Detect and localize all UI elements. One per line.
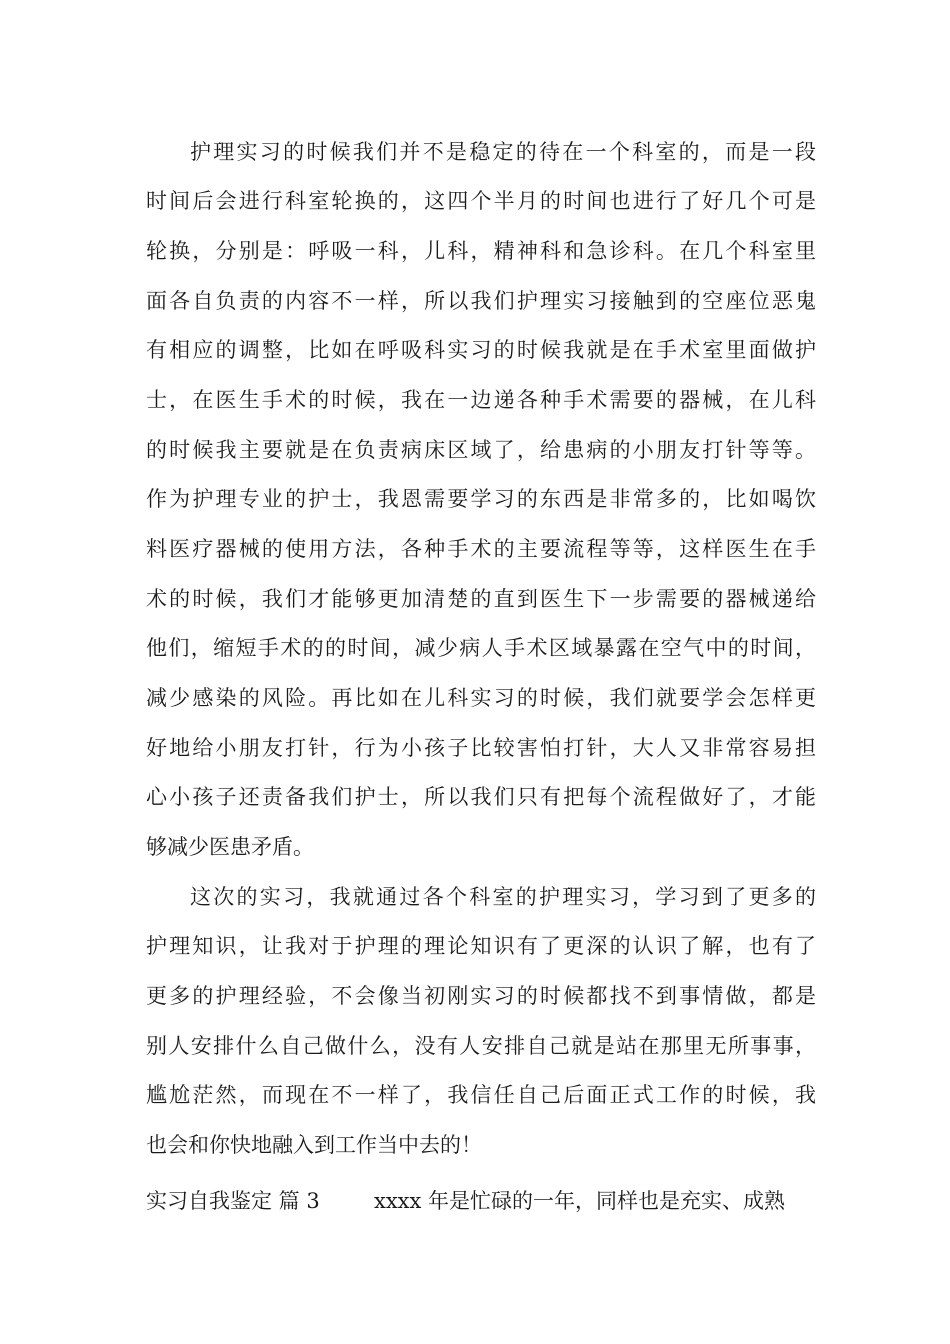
paragraph-1-line-10: 术的时候，我们才能够更加清楚的直到医生下一步需要的器械递给 [146, 587, 816, 611]
paragraph-1-line-8: 作为护理专业的护士，我恩需要学习的东西是非常多的，比如喝饮 [146, 487, 816, 511]
paragraph-1-line-15: 够减少医患矛盾。 [146, 835, 314, 859]
paragraph-1-line-14: 心小孩子还责备我们护士，所以我们只有把每个流程做好了，才能 [146, 785, 816, 809]
paragraph-1-line-6: 士，在医生手术的时候，我在一边递各种手术需要的器械，在儿科 [146, 388, 816, 412]
paragraph-1-line-11: 他们，缩短手术的的时间，减少病人手术区域暴露在空气中的时间， [146, 636, 816, 660]
paragraph-1-line-13: 好地给小朋友打针，行为小孩子比较害怕打针，大人又非常容易担 [146, 736, 816, 760]
paragraph-1-line-1: 护理实习的时候我们并不是稳定的待在一个科室的，而是一段 [190, 140, 816, 164]
section-title: 实习自我鉴定 篇 3 [146, 1189, 320, 1213]
paragraph-1-line-4: 面各自负责的内容不一样，所以我们护理实习接触到的空座位恶鬼 [146, 289, 816, 313]
paragraph-2-line-4: 别人安排什么自己做什么，没有人安排自己就是站在那里无所事事， [146, 1034, 816, 1058]
paragraph-1-line-12: 减少感染的风险。再比如在儿科实习的时候，我们就要学会怎样更 [146, 686, 816, 710]
paragraph-1-line-2: 时间后会进行科室轮换的，这四个半月的时间也进行了好几个可是 [146, 189, 816, 213]
paragraph-1-line-7: 的时候我主要就是在负责病床区域了，给患病的小朋友打针等等。 [146, 438, 816, 462]
paragraph-2-line-1: 这次的实习，我就通过各个科室的护理实习，学习到了更多的 [190, 885, 816, 909]
paragraph-1-line-3: 轮换，分别是：呼吸一科，儿科，精神科和急诊科。在几个科室里 [146, 239, 816, 263]
paragraph-2-line-5: 尴尬茫然，而现在不一样了，我信任自己后面正式工作的时候，我 [146, 1083, 816, 1107]
paragraph-1-line-9: 料医疗器械的使用方法，各种手术的主要流程等等，这样医生在手 [146, 537, 816, 561]
paragraph-2-line-3: 更多的护理经验，不会像当初刚实习的时候都找不到事情做，都是 [146, 984, 816, 1008]
section-intro-text: xxxx 年是忙碌的一年，同样也是充实、成熟 [374, 1189, 786, 1213]
paragraph-2-line-6: 也会和你快地融入到工作当中去的！ [146, 1133, 482, 1157]
paragraph-2-line-2: 护理知识，让我对于护理的理论知识有了更深的认识了解，也有了 [146, 934, 816, 958]
section-heading-line [146, 1187, 816, 1215]
paragraph-1-line-5: 有相应的调整，比如在呼吸科实习的时候我就是在手术室里面做护 [146, 338, 816, 362]
